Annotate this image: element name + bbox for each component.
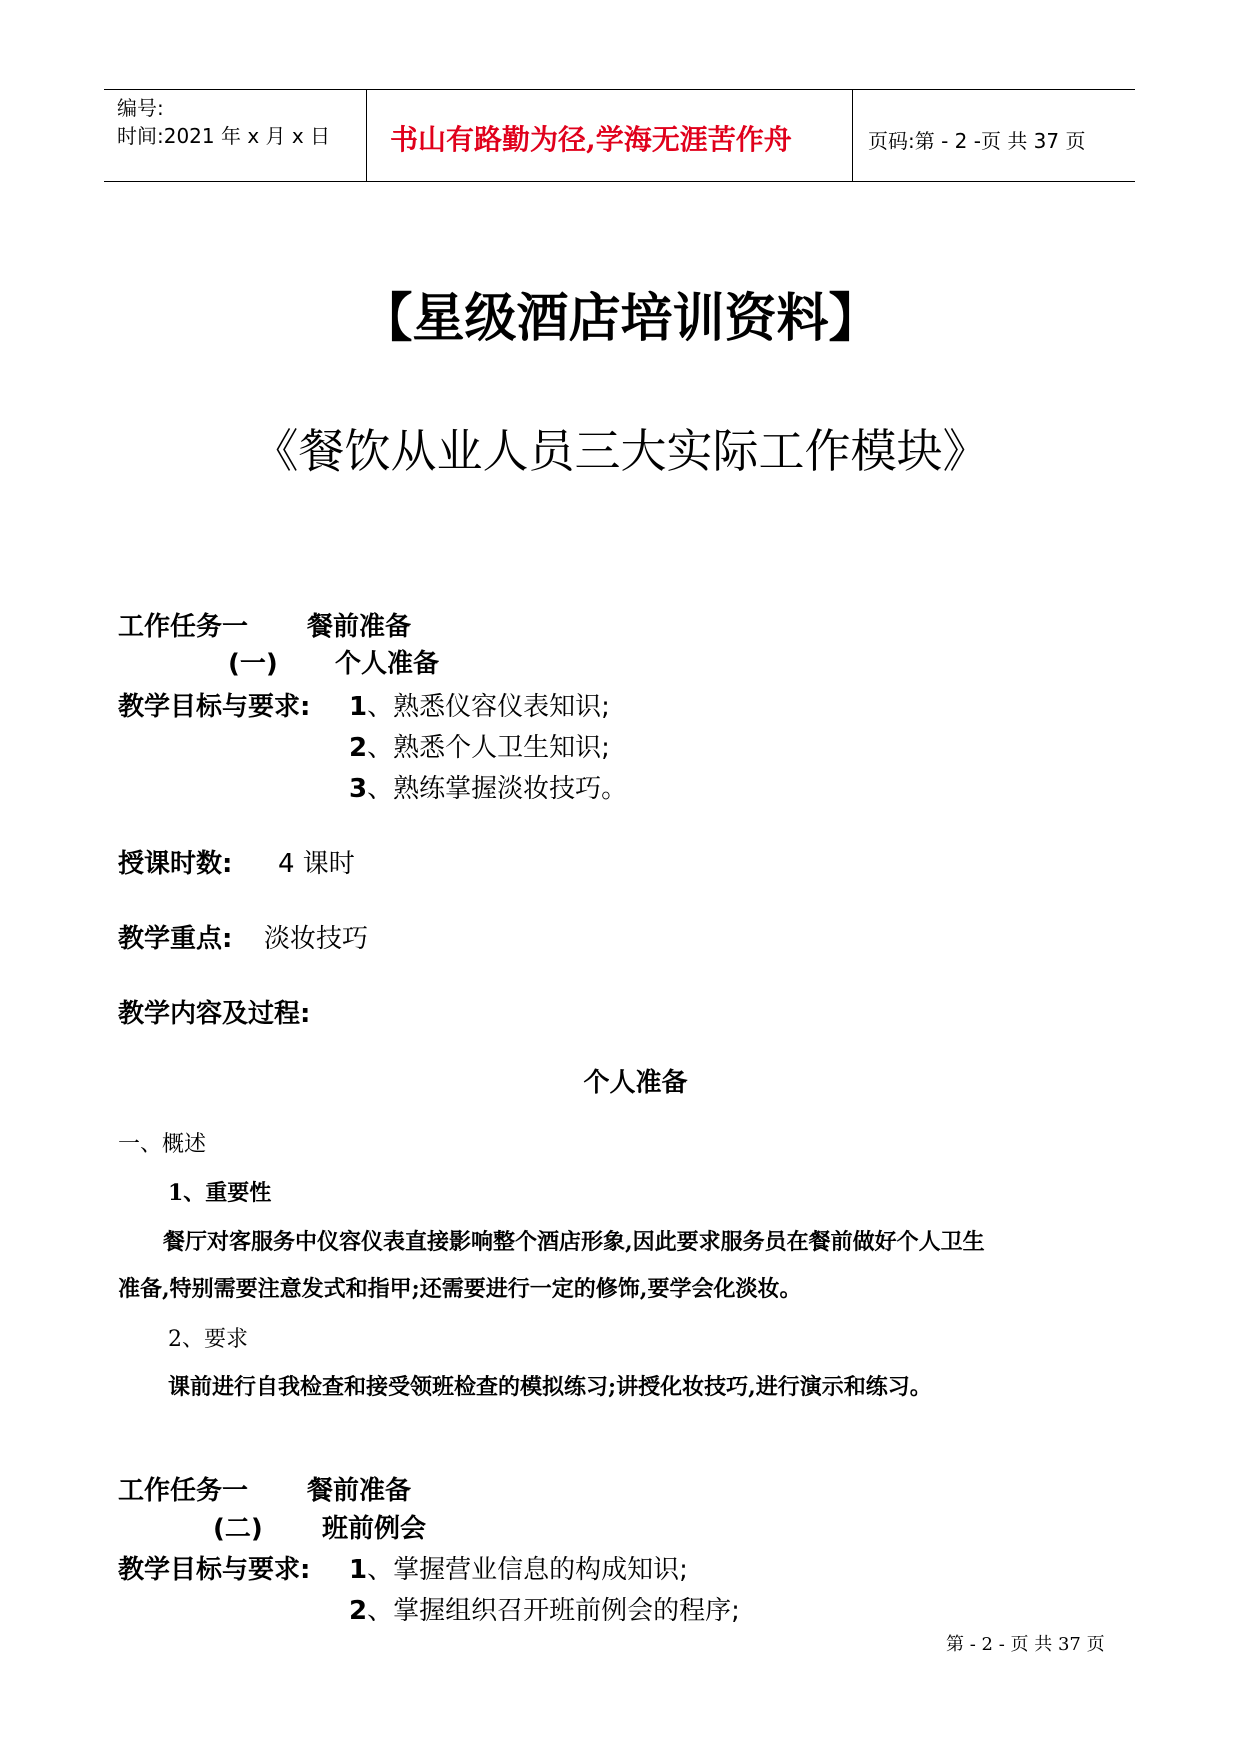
goal-text: 、熟悉仪容仪表知识; (367, 692, 610, 722)
header-time-label: 时间:2021 年 x 月 x 日 (117, 124, 331, 148)
page-subtitle: 《餐饮从业人员三大实际工作模块》 (252, 424, 989, 478)
goal-number: 3 (349, 774, 368, 804)
section1-task-name: 餐前准备 (307, 612, 412, 642)
section2-task-name: 餐前准备 (307, 1476, 412, 1506)
section1-goal-3 (349, 768, 627, 805)
section1-sub-no: (一) (228, 649, 278, 679)
section2-goals-label: 教学目标与要求: (118, 1555, 311, 1585)
header-bottom-rule (104, 181, 1135, 182)
section1-hours-value: 4 课时 (278, 849, 355, 879)
section1-content-label: 教学内容及过程: (118, 999, 311, 1029)
item1-heading: 1、重要性 (168, 1180, 272, 1206)
section2-goal-2 (349, 1590, 740, 1627)
header-page-label: 页码:第 - 2 -页 共 37 页 (868, 129, 1086, 153)
goal-text: 、熟悉个人卫生知识; (367, 733, 610, 763)
content-heading: 个人准备 (583, 1068, 688, 1098)
section1-goals-label: 教学目标与要求: (118, 692, 311, 722)
section1-goal-1 (349, 686, 610, 723)
section1-focus-value: 淡妆技巧 (264, 924, 369, 954)
section1-task: 工作任务一 (118, 612, 249, 642)
header-top-rule (104, 89, 1135, 90)
section1-goal-2 (349, 727, 610, 764)
para1-line1: 餐厅对客服务中仪容仪表直接影响整个酒店形象,因此要求服务员在餐前做好个人卫生 (163, 1229, 985, 1255)
header-motto: 书山有路勤为径,学海无涯苦作舟 (390, 123, 792, 156)
overview-heading: 一、概述 (118, 1132, 207, 1157)
goal-number: 1 (349, 1555, 368, 1585)
section2-sub-name: 班前例会 (322, 1514, 427, 1544)
para1-line2: 准备,特别需要注意发式和指甲;还需要进行一定的修饰,要学会化淡妆。 (118, 1276, 802, 1302)
page-footer: 第 - 2 - 页 共 37 页 (946, 1634, 1105, 1655)
header-divider-right (852, 89, 853, 181)
goal-number: 2 (349, 1596, 368, 1626)
goal-text: 、掌握组织召开班前例会的程序; (367, 1596, 740, 1626)
page-title: 【星级酒店培训资料】 (360, 289, 881, 349)
item2-heading: 2、要求 (168, 1327, 248, 1352)
header-number-label: 编号: (117, 96, 164, 120)
section1-hours-label: 授课时数: (118, 849, 233, 879)
goal-number: 2 (349, 733, 368, 763)
section2-goal-1 (349, 1549, 688, 1586)
goal-text: 、熟练掌握淡妆技巧。 (367, 774, 628, 804)
section1-sub-name: 个人准备 (335, 649, 440, 679)
goal-number: 1 (349, 692, 368, 722)
section1-focus-label: 教学重点: (118, 924, 233, 954)
para2: 课前进行自我检查和接受领班检查的模拟练习;讲授化妆技巧,进行演示和练习。 (168, 1374, 932, 1400)
header-divider-left (366, 89, 367, 181)
goal-text: 、掌握营业信息的构成知识; (367, 1555, 688, 1585)
section2-task: 工作任务一 (118, 1476, 249, 1506)
section2-sub-no: (二) (213, 1514, 263, 1544)
